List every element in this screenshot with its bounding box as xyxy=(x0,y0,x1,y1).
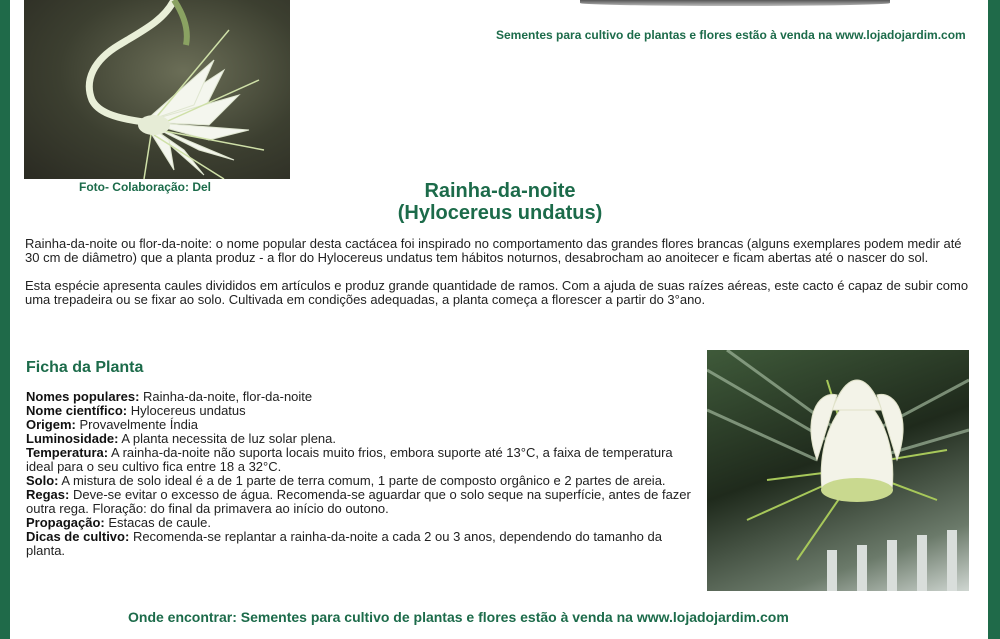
fact-label: Regas: xyxy=(26,487,70,502)
top-decorative-strip xyxy=(580,0,890,6)
intro-paragraph-1: Rainha-da-noite ou flor-da-noite: o nome popular desta cactácea foi inspirado no comportamento das grandes flores brancas (alguns exemplares podem medir até 30 cm de diâmetro) que a planta produz - a flor do Hylocereus undatus tem hábitos noturnos, desabrocham ao anoitecer e ficam abertas até o nascer do sol. xyxy=(25,236,962,265)
fact-label: Dicas de cultivo: xyxy=(26,529,130,544)
fact-label: Luminosidade: xyxy=(26,431,119,446)
sales-link-top[interactable]: Sementes para cultivo de plantas e flores estão à venda na www.lojadojardim.com xyxy=(496,28,966,42)
fact-label: Temperatura: xyxy=(26,445,109,460)
fact-label: Solo: xyxy=(26,473,59,488)
fact-soil xyxy=(26,474,698,488)
fact-value: A rainha-da-noite não suporta locais muito frios, embora suporte até 13°C, a faixa de temperatura ideal para o seu cultivo fica entre 18 a 32°C. xyxy=(26,445,673,474)
fact-value: Provavelmente Índia xyxy=(79,417,198,432)
fact-value: Recomenda-se replantar a rainha-da-noite a cada 2 ou 3 anos, dependendo do tamanho da planta. xyxy=(26,529,662,558)
flower-photo-right xyxy=(707,350,969,591)
fact-value: Rainha-da-noite, flor-da-noite xyxy=(143,389,313,404)
fact-label: Nomes populares: xyxy=(26,389,140,404)
flower-photo-top xyxy=(24,0,290,179)
ficha-title: Ficha da Planta xyxy=(26,359,144,376)
fact-value: Estacas de caule. xyxy=(108,515,211,530)
photo-caption: Foto- Colaboração: Del xyxy=(78,180,211,194)
fact-light xyxy=(26,432,698,446)
fact-temperature xyxy=(26,446,698,474)
fact-popular-names xyxy=(26,390,698,404)
fact-value: A planta necessita de luz solar plena. xyxy=(121,431,336,446)
fact-scientific-name xyxy=(26,404,698,418)
page-title xyxy=(310,180,690,224)
fact-watering xyxy=(26,488,698,516)
fact-propagation xyxy=(26,516,698,530)
fact-label: Nome científico: xyxy=(26,403,128,418)
fact-value: Hylocereus undatus xyxy=(130,403,246,418)
scientific-name: (Hylocereus undatus) xyxy=(397,202,603,224)
intro-text xyxy=(25,237,970,321)
common-name: Rainha-da-noite xyxy=(424,180,576,202)
fact-origin xyxy=(26,418,698,432)
intro-paragraph-2: Esta espécie apresenta caules divididos em artículos e produz grande quantidade de ramos. Com a ajuda de suas raízes aéreas, este cacto é capaz de subir como uma trepadeira ou se fixar ao solo. Cultivada em condições adequadas, a planta começa a florescer a partir do 3°ano. xyxy=(25,278,969,307)
sales-link-bottom[interactable]: Onde encontrar: Sementes para cultivo de plantas e flores estão à venda na www.lojadojardim.com xyxy=(128,609,789,625)
page-content xyxy=(10,0,988,639)
fact-value: A mistura de solo ideal é a de 1 parte de terra comum, 1 parte de composto orgânico e 2 partes de areia. xyxy=(61,473,666,488)
fact-label: Origem: xyxy=(26,417,76,432)
fact-label: Propagação: xyxy=(26,515,105,530)
fact-value: Deve-se evitar o excesso de água. Recomenda-se aguardar que o solo seque na superfície, antes de fazer outra rega. Floração: do final da primavera ao início do outono. xyxy=(26,487,691,516)
fact-tips xyxy=(26,530,698,558)
plant-fact-sheet xyxy=(26,390,698,558)
